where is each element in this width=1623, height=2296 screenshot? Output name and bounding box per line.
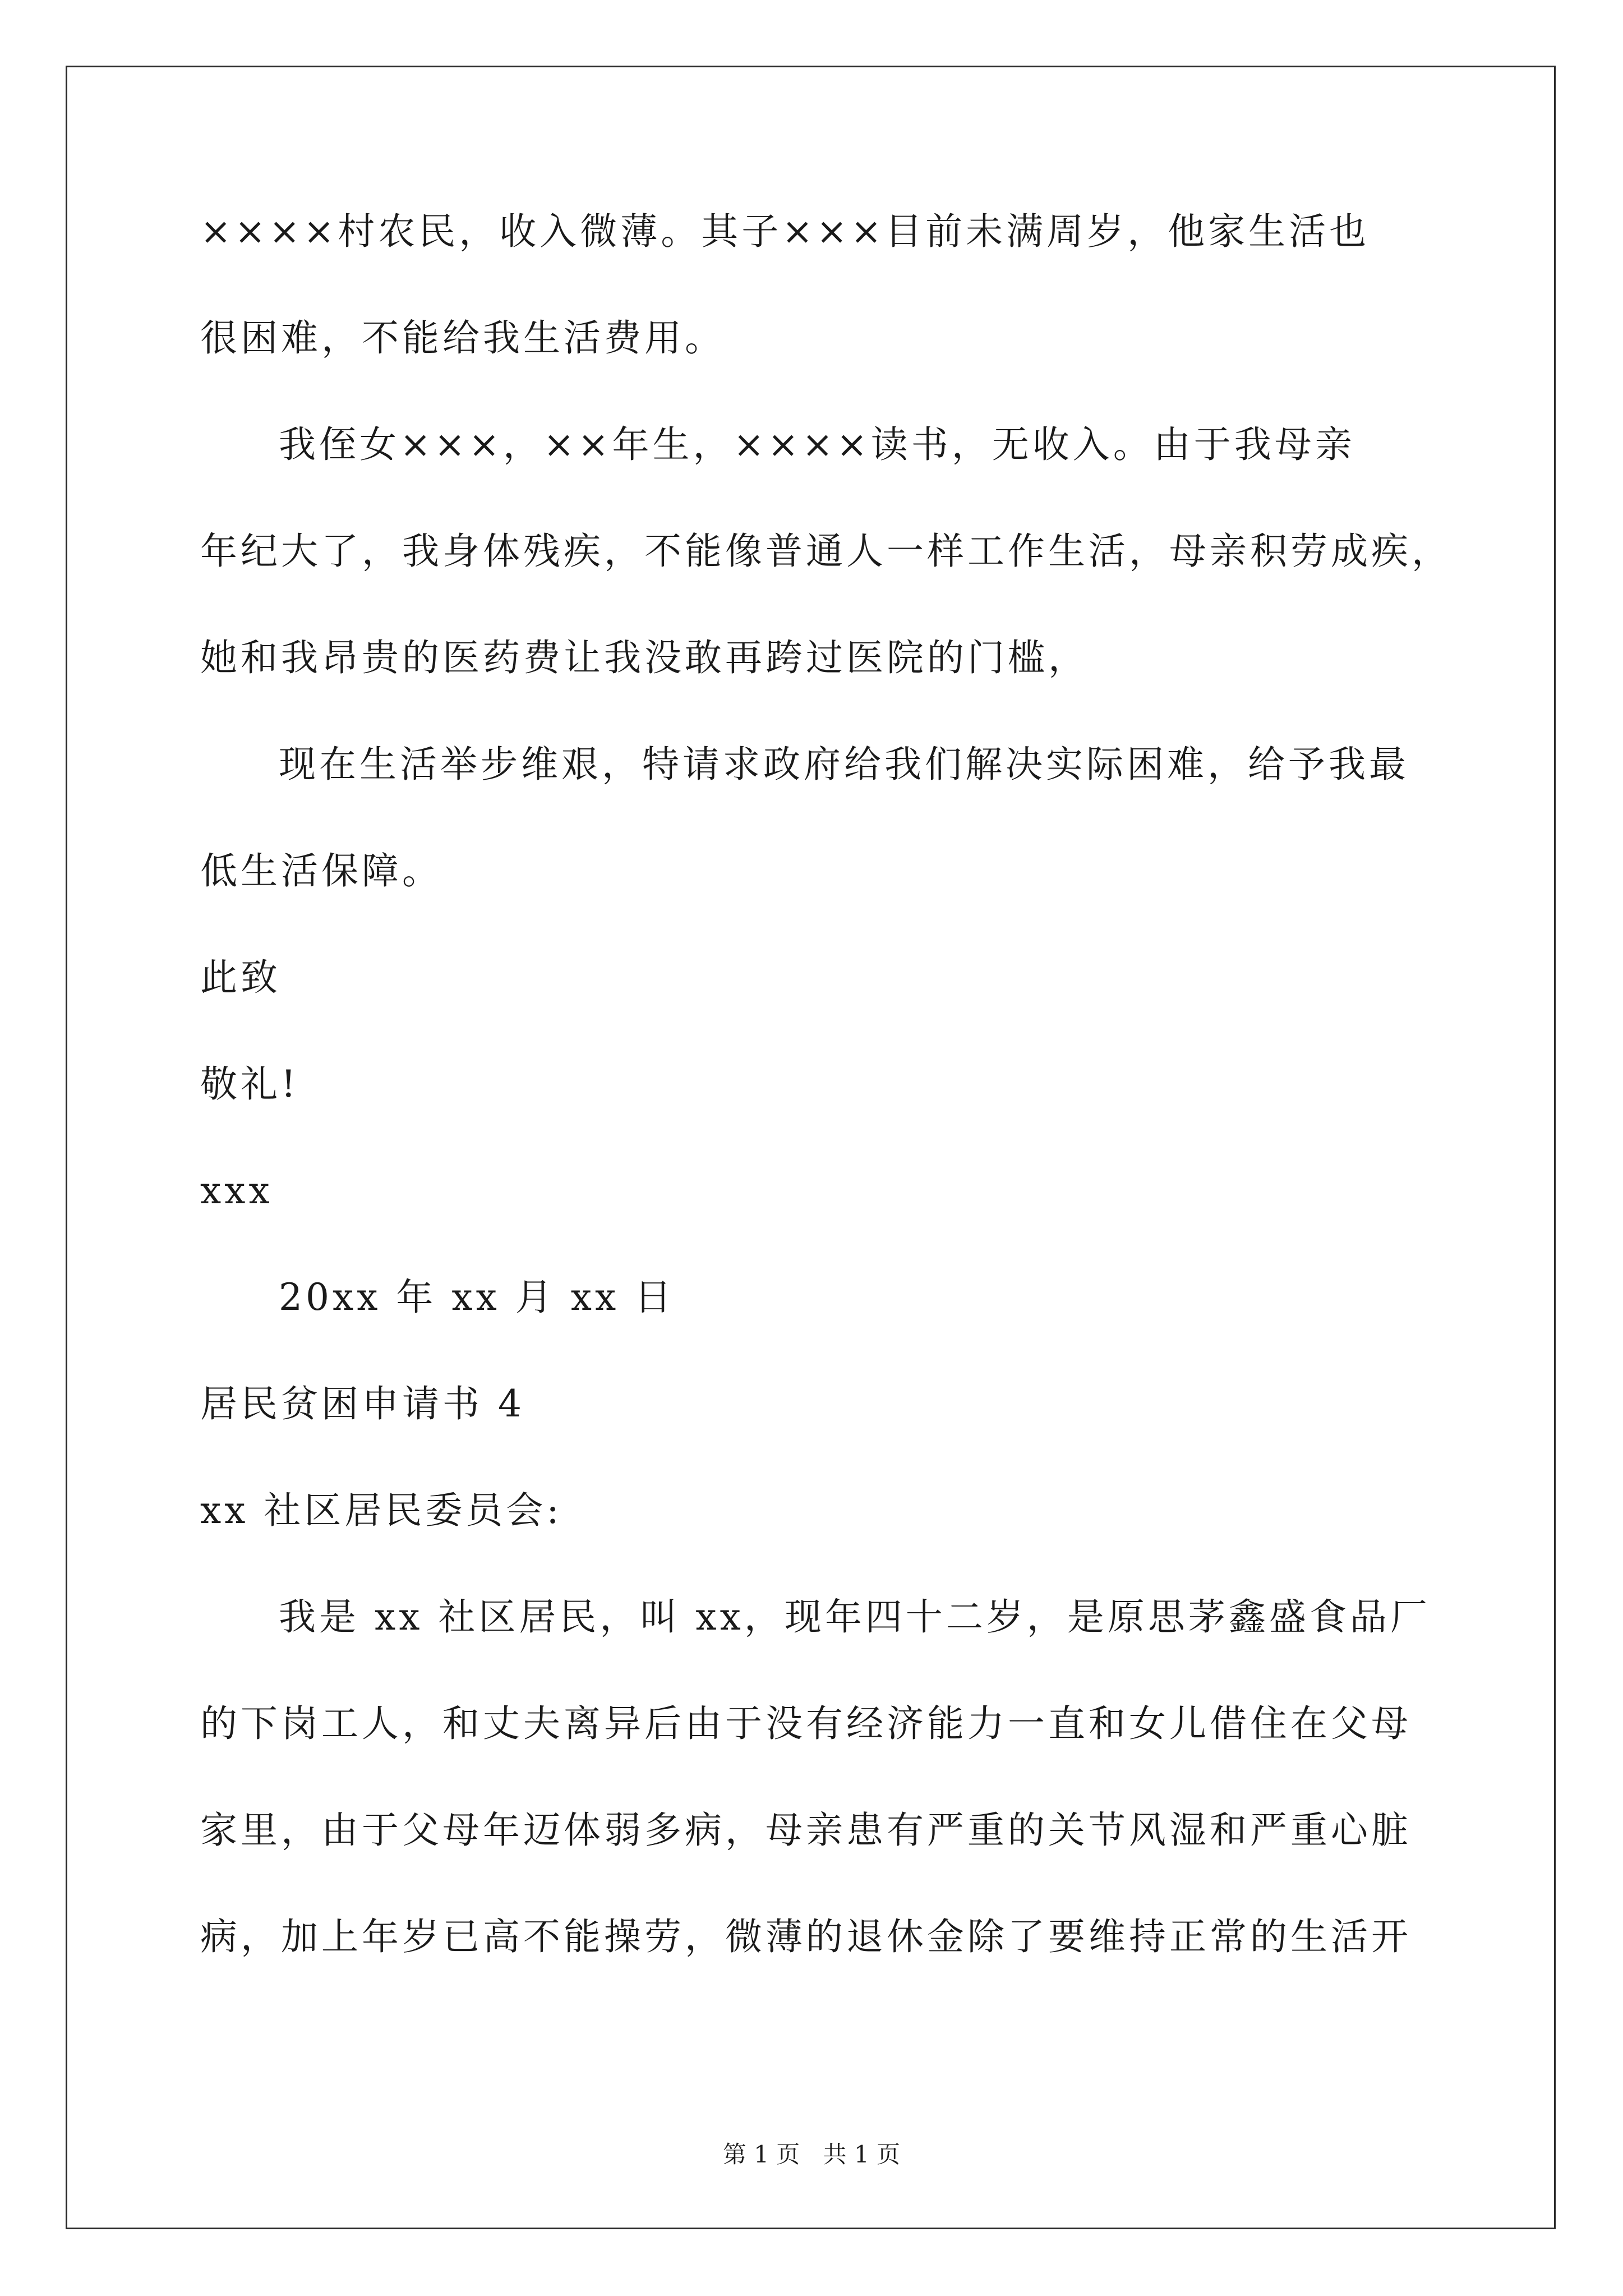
page-number: 第 1 页 bbox=[722, 2141, 800, 2168]
body-line: ××××村农民，收入微薄。其子×××目前未满周岁，他家生活也 bbox=[200, 210, 1370, 253]
body-line: 病，加上年岁已高不能操劳，微薄的退休金除了要维持正常的生活开 bbox=[200, 1915, 1412, 1958]
recipient: xx 社区居民委员会: bbox=[200, 1489, 562, 1532]
body-line: 现在生活举步维艰，特请求政府给我们解决实际困难，给予我最 bbox=[279, 743, 1409, 786]
page-border bbox=[66, 66, 1556, 2229]
body-line: 很困难，不能给我生活费用。 bbox=[200, 316, 725, 360]
body-line: 我侄女×××，××年生，××××读书，无收入。由于我母亲 bbox=[279, 423, 1355, 466]
body-line: 年纪大了，我身体残疾，不能像普通人一样工作生活，母亲积劳成疾， bbox=[200, 530, 1452, 573]
body-line: 我是 xx 社区居民，叫 xx，现年四十二岁，是原思茅鑫盛食品厂 bbox=[279, 1595, 1431, 1639]
body-line: 的下岗工人，和丈夫离异后由于没有经济能力一直和女儿借住在父母 bbox=[200, 1702, 1412, 1745]
signature-date: 20xx 年 xx 月 xx 日 bbox=[279, 1276, 675, 1319]
page-footer bbox=[0, 2136, 1623, 2170]
body-line: 低生活保障。 bbox=[200, 849, 442, 892]
section-title: 居民贫困申请书 4 bbox=[200, 1382, 525, 1425]
salutation-regards: 敬礼! bbox=[200, 1062, 299, 1106]
salutation-closing: 此致 bbox=[200, 956, 281, 999]
page-total: 共 1 页 bbox=[823, 2141, 901, 2168]
signature-name: xxx bbox=[200, 1169, 273, 1212]
body-line: 她和我昂贵的医药费让我没敢再跨过医院的门槛， bbox=[200, 636, 1089, 679]
body-line: 家里，由于父母年迈体弱多病，母亲患有严重的关节风湿和严重心脏 bbox=[200, 1809, 1412, 1852]
